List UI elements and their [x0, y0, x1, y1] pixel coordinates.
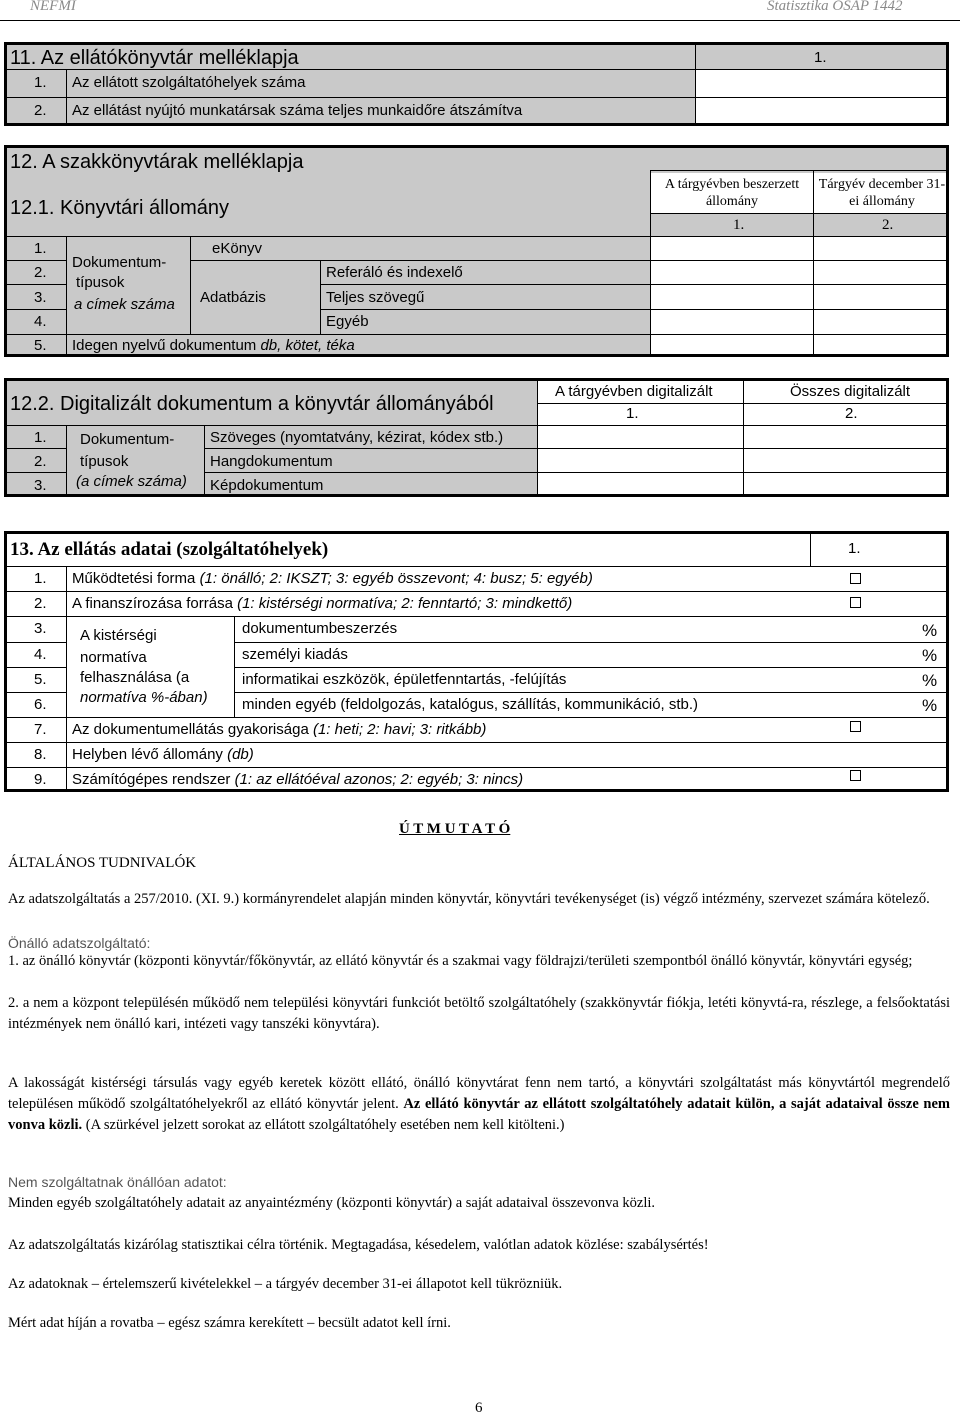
s13-row-4-unit: %: [922, 646, 938, 665]
s12-1-row-2-label: Referáló és indexelő: [326, 264, 463, 281]
guide-p8: Mért adat híján a rovatba – egész számra kerekített – becsült adatot kell írni.: [8, 1315, 451, 1331]
s12-2-group-3: (a címek száma): [76, 473, 187, 490]
s13-row-7-num: 7.: [34, 721, 47, 738]
section-11-title: 11. Az ellátókönyvtár melléklapja: [10, 47, 299, 69]
s13-group-1: A kistérségi: [80, 627, 157, 644]
s13-group-3: felhasználása (a: [80, 669, 190, 686]
guide-p1: Az adatszolgáltatás a 257/2010. (XI. 9.) kormányrendelet alapján minden könyvtár, könyvtári tevékenységet (is) végző intézmény, szervezet számára kötelező.: [8, 891, 930, 907]
s13-row-4-num: 4.: [34, 646, 47, 663]
s13-row-1-num: 1.: [34, 570, 47, 587]
s12-1-col2-num: 2.: [882, 217, 894, 233]
s13-row-3-num: 3.: [34, 620, 47, 637]
guide-sub1: Önálló adatszolgáltató:: [8, 935, 151, 951]
s11-row-2-num: 2.: [34, 102, 47, 119]
s12-1-row-4-num: 4.: [34, 313, 47, 330]
s12-1-row-3-label: Teljes szövegű: [326, 289, 425, 306]
s13-row-4-label: személyi kiadás: [242, 646, 348, 663]
header-left: NEFMI: [30, 0, 76, 14]
s13-row-7-checkbox[interactable]: [850, 721, 861, 732]
guide-p4: A lakosságát kistérségi társulás vagy egyéb keretek között ellátó, önálló könyvtárat fenn nem tartó, a könyvtári szolgáltatást más könyvtártól megrendelő településen működő szolgáltatóhelyekről az ellátó könyvtár jelent. Az ellátó könyvtár az ellátott szolgáltatóhely adatait külön, a saját adataival össze nem vonva közli. (A szürkével jelzett sorokat az ellátott szolgáltatóhely esetében nem kell kitölteni.): [8, 1075, 950, 1133]
s12-2-row-3-num: 3.: [34, 477, 47, 494]
s12-2-group-1: Dokumentum-: [80, 431, 175, 448]
s13-row-8-num: 8.: [34, 746, 47, 763]
s13-row-6-label: minden egyéb (feldolgozás, katalógus, szállítás, kommunikáció, stb.): [242, 696, 699, 713]
s13-row-7-label: Az dokumentumellátás gyakorisága (1: heti; 2: havi; 3: ritkább): [72, 721, 487, 738]
s12-1-row-4-label: Egyéb: [326, 313, 369, 330]
page-number: 6: [475, 1400, 483, 1416]
s12-1-row-3-num: 3.: [34, 289, 47, 306]
s12-1-group-label-1: Dokumentum-: [72, 254, 167, 271]
s12-1-row-5-num: 5.: [34, 337, 47, 354]
guide-title: Ú T M U T A T Ó: [399, 821, 511, 837]
s13-row-9-label: Számítógépes rendszer (1: az ellátóéval azonos; 2: egyéb; 3: nincs): [72, 771, 524, 788]
s12-1-col1-head: A tárgyévben beszerzett állomány: [664, 177, 800, 209]
s13-row-9-num: 9.: [34, 771, 47, 788]
section-12-1-title: 12.1. Könyvtári állomány: [10, 197, 230, 219]
guide-p5: Minden egyéb szolgáltatóhely adatait az anyaintézmény (központi könyvtár) a saját adataival összevonva közli.: [8, 1195, 656, 1211]
s12-1-row-2-num: 2.: [34, 264, 47, 281]
s12-2-row-1-label: Szöveges (nyomtatvány, kézirat, kódex stb.): [210, 429, 504, 446]
s12-2-col2-num: 2.: [845, 405, 858, 422]
s13-row-2-num: 2.: [34, 595, 47, 612]
guide-p6: Az adatszolgáltatás kizárólag statisztikai célra történik. Megtagadása, késedelem, valótlan adatok közlése: szabálysértés!: [8, 1237, 709, 1253]
s13-row-5-num: 5.: [34, 671, 47, 688]
s12-2-row-2-num: 2.: [34, 453, 47, 470]
guide-p7: Az adatoknak – értelemszerű kivételekkel – a tárgyév december 31-ei állapotot kell tükrözniük.: [8, 1276, 563, 1292]
s12-2-row-3-label: Képdokumentum: [210, 477, 324, 494]
section-11-col: 1.: [814, 49, 827, 66]
s13-row-8-label: Helyben lévő állomány (db): [72, 746, 254, 763]
s13-group-2: normatíva: [80, 649, 147, 666]
s12-1-group-label-3: a címek száma: [74, 296, 175, 313]
s13-row-2-checkbox[interactable]: [850, 597, 861, 608]
s12-1-col1-num: 1.: [733, 217, 745, 233]
s12-1-row-5-label: Idegen nyelvű dokumentum db, kötet, téka: [72, 337, 355, 354]
s12-1-adatbazis: Adatbázis: [200, 289, 266, 306]
section-12-title: 12. A szakkönyvtárak melléklapja: [10, 151, 304, 173]
guide-sub2: Nem szolgáltatnak önállóan adatot:: [8, 1174, 227, 1190]
s13-group-4: normatíva %-ában): [80, 689, 208, 706]
s12-1-row-1-label: eKönyv: [212, 240, 263, 257]
s12-2-group-2: típusok: [80, 453, 129, 470]
guide-general: ÁLTALÁNOS TUDNIVALÓK: [8, 855, 197, 871]
s13-row-6-num: 6.: [34, 696, 47, 713]
s13-row-2-label: A finanszírozása forrása (1: kistérségi normatíva; 2: fenntartó; 3: mindkettő): [72, 595, 573, 612]
section-13-col: 1.: [848, 540, 861, 557]
s13-row-9-checkbox[interactable]: [850, 770, 861, 781]
s13-row-6-unit: %: [922, 696, 938, 715]
s12-2-col1-head: A tárgyévben digitalizált: [555, 383, 713, 400]
s13-row-3-unit: %: [922, 621, 938, 640]
s12-1-col2-head: Tárgyév december 31-ei állomány: [818, 177, 946, 209]
s13-row-5-unit: %: [922, 671, 938, 690]
s12-1-group-label-2: típusok: [76, 274, 125, 291]
s11-row-1-label: Az ellátott szolgáltatóhelyek száma: [72, 74, 306, 91]
section-13-title: 13. Az ellátás adatai (szolgáltatóhelyek): [10, 539, 329, 560]
s12-1-row-1-num: 1.: [34, 240, 47, 257]
s11-row-1-num: 1.: [34, 74, 47, 91]
guide-p2: 1. az önálló könyvtár (központi könyvtár/főkönyvtár, az ellátó könyvtár és a szakmai vagy földrajzi/területi szempontból önálló könyvtár, könyvtári egység;: [8, 953, 913, 969]
s13-row-5-label: informatikai eszközök, épületfenntartás, -felújítás: [242, 671, 567, 688]
s12-2-row-2-label: Hangdokumentum: [210, 453, 333, 470]
s12-2-row-1-num: 1.: [34, 429, 47, 446]
s13-row-1-checkbox[interactable]: [850, 573, 861, 584]
guide-p3: 2. a nem a központ településén működő nem települési könyvtári funkciót betöltő szolgáltatóhely (szakkönyvtár fiókja, letéti könyvtá-ra, részlege, a felsőoktatási intézmények nem önálló kari, intézeti vagy tanszéki könyvtára).: [8, 995, 950, 1032]
header-right: Statisztika OSAP 1442: [767, 0, 903, 14]
s13-row-1-label: Működtetési forma (1: önálló; 2: IKSZT; 3: egyéb összevont; 4: busz; 5: egyéb): [72, 570, 593, 587]
s12-2-col1-num: 1.: [626, 405, 639, 422]
s12-2-col2-head: Összes digitalizált: [790, 383, 911, 400]
header-rule: [0, 20, 960, 21]
section-12-2-title: 12.2. Digitalizált dokumentum a könyvtár állományából: [10, 393, 494, 415]
s11-row-2-label: Az ellátást nyújtó munkatársak száma teljes munkaidőre átszámítva: [72, 102, 523, 119]
s13-row-3-label: dokumentumbeszerzés: [242, 620, 398, 637]
